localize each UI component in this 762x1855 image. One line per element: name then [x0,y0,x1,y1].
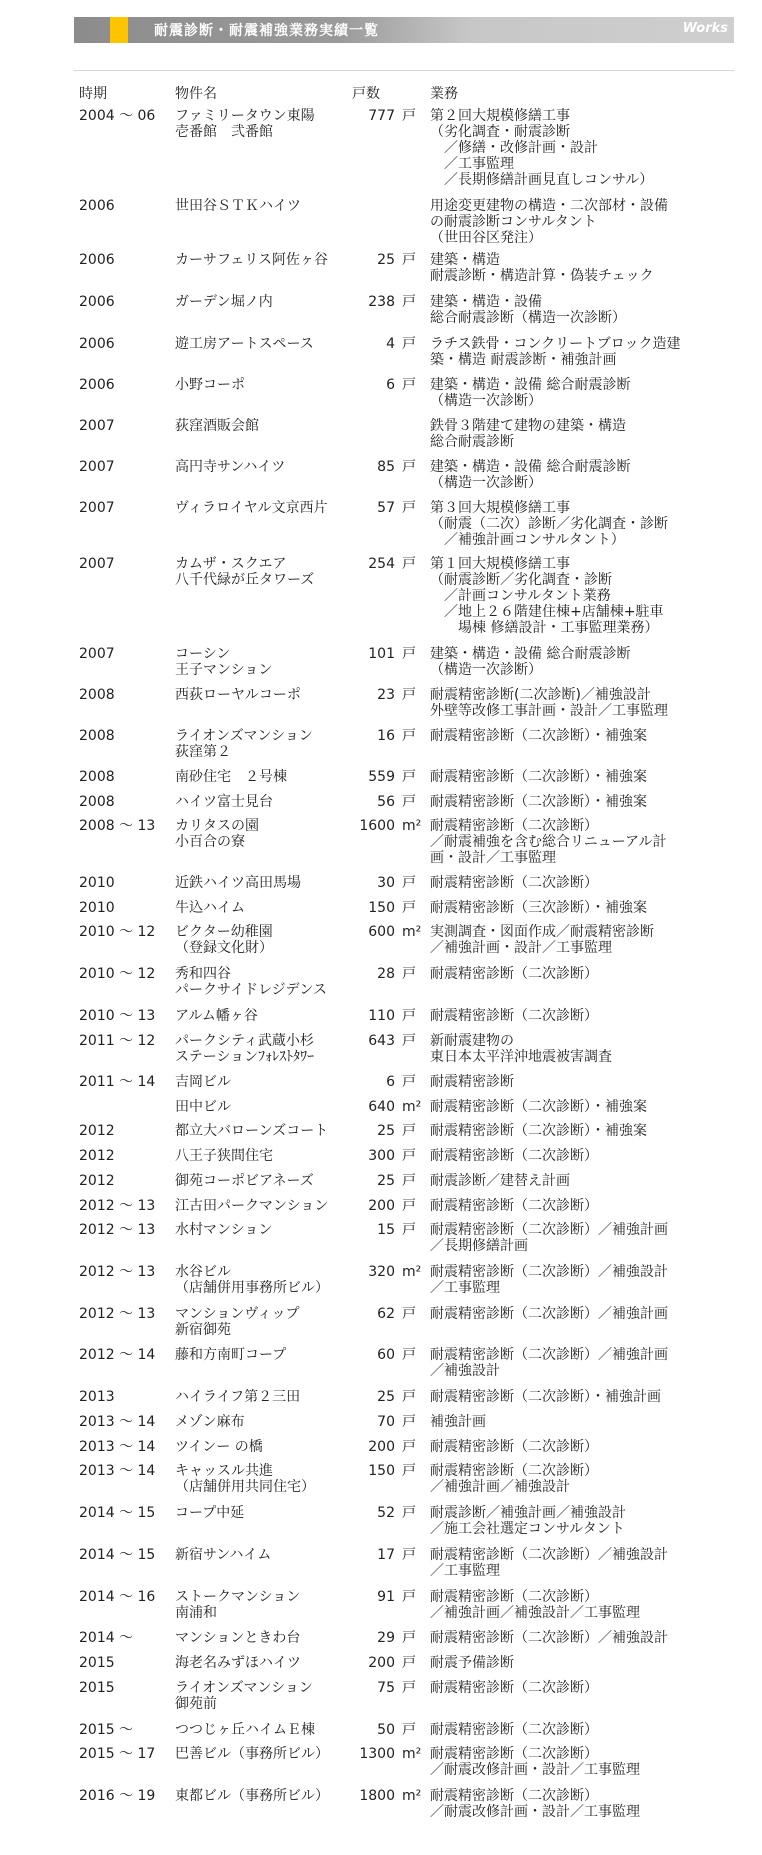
property-name: 壱番館 弐番館 [175,124,273,140]
work-description: 建築・構造・設備 総合耐震診断 [430,646,631,662]
period-cell: 2008 [79,794,115,810]
work-description: 耐震精密診断（二次診断） [430,966,598,982]
property-name: ファミリータウン東陽 [175,108,315,124]
work-description: 耐震診断／補強計画／補強設計 [430,1505,626,1521]
property-name: 巴善ビル（事務所ビル） [175,1746,329,1762]
property-name: ビクター幼稚園 [175,924,273,940]
unit-count: 110 [368,1008,395,1024]
unit-label: 戸 [402,728,416,744]
property-name: ステーションﾌｫﾚｽﾄﾀﾜｰ [175,1049,315,1065]
work-description: ／耐震改修計画・設計／工事監理 [430,1804,640,1820]
work-description: 耐震精密診断(二次診断)／補強設計 [430,687,651,703]
property-name: パークサイドレジデンス [175,982,327,998]
period-cell: 2007 [79,556,115,572]
period-cell: 2014 ～ [79,1630,134,1646]
period-cell: 2012 ～ 13 [79,1198,156,1214]
unit-label: 戸 [402,1547,416,1563]
unit-count: 25 [377,1389,395,1405]
unit-label: 戸 [402,556,416,572]
unit-label: 戸 [402,646,416,662]
unit-label: 戸 [402,252,416,268]
unit-count: 56 [377,794,395,810]
period-cell: 2013 [79,1389,115,1405]
unit-count: 15 [377,1222,395,1238]
work-description: ／計画コンサルタント業務 [430,588,611,604]
property-name: 江古田パークマンション [175,1198,329,1214]
period-cell: 2012 ～ 14 [79,1347,156,1363]
unit-label: 戸 [402,1463,416,1479]
period-cell: 2012 ～ 13 [79,1306,156,1322]
period-cell: 2006 [79,336,115,352]
property-name: カリタスの園 [175,818,259,834]
property-name: 八王子狭間住宅 [175,1148,273,1164]
work-description: 場棟 修繕設計・工事監理業務） [430,620,659,636]
property-name: ヴィラロイヤル文京西片 [175,500,328,516]
work-description: 耐震精密診断（二次診断）／補強計画 [430,1347,668,1363]
period-cell: 2006 [79,198,115,214]
property-name: ライオンズマンション [175,728,313,744]
property-name: 南浦和 [175,1605,217,1621]
property-name: 水谷ビル [175,1264,231,1280]
period-cell: 2008 ～ 13 [79,818,156,834]
property-name: カムザ・スクエア [175,556,287,572]
work-description: 東日本太平洋沖地震被害調査 [430,1049,612,1065]
unit-count: 1600 [359,818,395,834]
work-description: ／地上２６階建住棟+店舗棟+駐車 [430,604,664,620]
unit-label: 戸 [402,377,416,393]
work-description: 耐震精密診断（二次診断）・補強計画 [430,1389,661,1405]
work-description: 外壁等改修工事計画・設計／工事監理 [430,703,668,719]
property-name: 八千代緑が丘タワーズ [175,572,315,588]
unit-count: 25 [377,252,395,268]
period-cell: 2012 ～ 13 [79,1222,156,1238]
unit-count: 16 [377,728,395,744]
section-header [74,17,734,43]
unit-count: 643 [368,1033,395,1049]
work-description: （耐震診断／劣化調査・診断 [430,572,612,588]
work-description: 耐震精密診断（二次診断）／補強計画 [430,1222,668,1238]
property-name: 御苑コーポビアネーズ [175,1173,314,1189]
property-name: 小百合の寮 [175,834,245,850]
work-description: ／工事監理 [430,156,514,172]
period-cell: 2011 ～ 12 [79,1033,156,1049]
work-description: 耐震精密診断（二次診断） [430,1148,598,1164]
work-description: ／耐震補強を含む総合リニューアル計 [430,834,667,850]
period-cell: 2010 [79,900,115,916]
work-description: ／補強計画・設計／工事監理 [430,940,612,956]
unit-label: 戸 [402,1414,416,1430]
unit-label: 戸 [402,1589,416,1605]
col-header-period: 時期 [79,86,107,102]
work-description: 耐震精密診断（二次診断）・補強案 [430,1099,647,1115]
unit-label: 戸 [402,900,416,916]
work-description: 新耐震建物の [430,1033,514,1049]
unit-label: m² [402,818,422,834]
period-cell: 2006 [79,377,115,393]
unit-label: m² [402,1264,422,1280]
property-name: 水村マンション [175,1222,273,1238]
period-cell: 2006 [79,294,115,310]
unit-count: 30 [377,875,395,891]
works-tag: Works [682,21,728,36]
col-header-units: 戸数 [352,86,380,102]
property-name: 南砂住宅 ２号棟 [175,769,287,785]
unit-label: 戸 [402,966,416,982]
unit-label: 戸 [402,794,416,810]
property-name: 御苑前 [175,1696,217,1712]
work-description: ／補強計画コンサルタント） [430,532,625,548]
work-description: 画・設計／工事監理 [430,850,556,866]
unit-label: 戸 [402,108,416,124]
work-description: 耐震精密診断（二次診断）・補強案 [430,728,647,744]
unit-count: 25 [377,1173,395,1189]
work-description: （世田谷区発注） [430,230,542,246]
work-description: 耐震精密診断（二次診断）・補強案 [430,1123,647,1139]
unit-count: 200 [368,1198,395,1214]
work-description: （構造一次診断） [430,475,542,491]
period-cell: 2011 ～ 14 [79,1074,156,1090]
unit-label: 戸 [402,1198,416,1214]
unit-count: 238 [368,294,395,310]
period-cell: 2007 [79,459,115,475]
property-name: 荻窪第２ [175,744,231,760]
unit-count: 1800 [359,1788,395,1804]
work-description: ／補強計画／補強設計／工事監理 [430,1605,640,1621]
work-description: 建築・構造 [430,252,500,268]
work-description: ／修繕・改修計画・設計 [430,140,598,156]
property-name: ツインー の橋 [175,1439,263,1455]
property-name: 東都ビル（事務所ビル） [175,1788,329,1804]
property-name: マンションヴィップ [175,1306,300,1322]
period-cell: 2004 ～ 06 [79,108,156,124]
page-title: 耐震診断・耐震補強業務実績一覧 [154,23,379,39]
work-description: ／工事監理 [430,1280,500,1296]
unit-label: 戸 [402,875,416,891]
property-name: アルム幡ヶ谷 [175,1008,258,1024]
unit-label: 戸 [402,1008,416,1024]
unit-count: 29 [377,1630,395,1646]
period-cell: 2014 ～ 15 [79,1505,156,1521]
unit-label: 戸 [402,459,416,475]
period-cell: 2013 ～ 14 [79,1463,156,1479]
work-description: ／耐震改修計画・設計／工事監理 [430,1762,640,1778]
property-name: 王子マンション [175,662,273,678]
unit-count: 559 [368,769,395,785]
unit-label: 戸 [402,769,416,785]
period-cell: 2006 [79,252,115,268]
period-cell: 2015 [79,1655,115,1671]
period-cell: 2012 [79,1173,115,1189]
property-name: 吉岡ビル [175,1074,231,1090]
work-description: 耐震予備診断 [430,1655,514,1671]
work-description: 総合耐震診断 [430,434,514,450]
unit-count: 75 [377,1680,395,1696]
unit-count: 320 [368,1264,395,1280]
work-description: 築・構造 耐震診断・補強計画 [430,352,617,368]
unit-label: 戸 [402,500,416,516]
unit-count: 23 [377,687,395,703]
unit-count: 150 [368,1463,395,1479]
work-description: 建築・構造・設備 総合耐震診断 [430,377,631,393]
unit-label: 戸 [402,1148,416,1164]
period-cell: 2008 [79,687,115,703]
work-description: の耐震診断コンサルタント [430,214,597,230]
work-description: 耐震精密診断（二次診断） [430,1198,598,1214]
work-description: ／長期修繕計画見直しコンサル） [430,172,654,188]
unit-count: 85 [377,459,395,475]
unit-label: 戸 [402,336,416,352]
work-description: 耐震精密診断（二次診断） [430,1722,598,1738]
work-description: 耐震精密診断（二次診断）／補強計画 [430,1306,668,1322]
period-cell: 2007 [79,646,115,662]
unit-label: m² [402,1099,422,1115]
work-description: 耐震精密診断（二次診断）／補強設計 [430,1630,668,1646]
work-description: 耐震診断・構造計算・偽装チェック [430,268,654,284]
period-cell: 2012 ～ 13 [79,1264,156,1280]
work-description: （構造一次診断） [430,393,542,409]
divider [74,70,734,71]
work-description: 耐震精密診断（二次診断） [430,1589,598,1605]
unit-label: 戸 [402,1123,416,1139]
period-cell: 2008 [79,728,115,744]
period-cell: 2012 [79,1148,115,1164]
property-name: ハイツ富士見台 [175,794,273,810]
period-cell: 2015 [79,1680,115,1696]
unit-count: 25 [377,1123,395,1139]
work-description: （構造一次診断） [430,662,542,678]
unit-label: 戸 [402,1222,416,1238]
period-cell: 2010 ～ 13 [79,1008,156,1024]
work-description: 用途変更建物の構造・二次部材・設備 [430,198,668,214]
property-name: コーシン [175,646,231,662]
period-cell: 2014 ～ 16 [79,1589,156,1605]
work-description: 第３回大規模修繕工事 [430,500,570,516]
unit-label: 戸 [402,1439,416,1455]
period-cell: 2007 [79,500,115,516]
work-description: ／施工会社選定コンサルタント [430,1521,625,1537]
period-cell: 2007 [79,418,115,434]
property-name: つつじヶ丘ハイムＥ棟 [175,1722,315,1738]
work-description: 建築・構造・設備 [430,294,542,310]
period-cell: 2015 ～ [79,1722,134,1738]
property-name: 近鉄ハイツ高田馬場 [175,875,301,891]
property-name: 新宿サンハイム [175,1547,272,1563]
unit-count: 101 [368,646,395,662]
property-name: ハイライフ第２三田 [175,1389,301,1405]
unit-count: 28 [377,966,395,982]
unit-count: 60 [377,1347,395,1363]
work-description: 耐震精密診断（二次診断）・補強案 [430,794,647,810]
work-description: 耐震精密診断（二次診断） [430,1439,598,1455]
unit-count: 91 [377,1589,395,1605]
period-cell: 2010 [79,875,115,891]
work-description: 第１回大規模修繕工事 [430,556,570,572]
period-cell: 2013 ～ 14 [79,1439,156,1455]
period-cell: 2010 ～ 12 [79,966,156,982]
work-description: 耐震精密診断（二次診断） [430,1008,598,1024]
property-name: 小野コーポ [175,377,245,393]
period-cell: 2008 [79,769,115,785]
property-name: 都立大バローンズコート [175,1123,329,1139]
unit-label: m² [402,924,422,940]
work-description: 補強計画 [430,1414,486,1430]
unit-label: 戸 [402,1033,416,1049]
property-name: （店舗併用共同住宅） [175,1479,315,1495]
work-description: 耐震精密診断（二次診断） [430,1680,598,1696]
work-description: ／工事監理 [430,1563,500,1579]
col-header-name: 物件名 [175,86,217,102]
property-name: パークシティ武蔵小杉 [175,1033,314,1049]
unit-count: 17 [377,1547,395,1563]
unit-label: 戸 [402,1347,416,1363]
unit-count: 1300 [359,1746,395,1762]
unit-label: m² [402,1746,422,1762]
unit-count: 62 [377,1306,395,1322]
unit-label: 戸 [402,687,416,703]
work-description: ラチス鉄骨・コンクリートブロック造建 [430,336,681,352]
unit-count: 57 [377,500,395,516]
unit-count: 50 [377,1722,395,1738]
unit-label: 戸 [402,1655,416,1671]
property-name: ガーデン堀ノ内 [175,294,273,310]
unit-label: m² [402,1788,422,1804]
unit-count: 4 [386,336,395,352]
work-description: 実測調査・図面作成／耐震精密診断 [430,924,654,940]
unit-count: 300 [368,1148,395,1164]
period-cell: 2010 ～ 12 [79,924,156,940]
unit-label: 戸 [402,1630,416,1646]
property-name: マンションときわ台 [175,1630,301,1646]
work-description: ／長期修繕計画 [430,1238,528,1254]
property-name: 高円寺サンハイツ [175,459,286,475]
unit-label: 戸 [402,1173,416,1189]
property-name: 荻窪酒販会館 [175,418,259,434]
property-name: （店舗併用事務所ビル） [175,1280,329,1296]
property-name: 藤和方南町コープ [175,1347,287,1363]
work-description: 耐震精密診断（二次診断） [430,1788,598,1804]
unit-count: 150 [368,900,395,916]
unit-count: 6 [386,377,395,393]
unit-count: 200 [368,1439,395,1455]
unit-count: 254 [368,556,395,572]
work-description: 第２回大規模修繕工事 [430,108,570,124]
work-description: （劣化調査・耐震診断 [430,124,570,140]
property-name: ストークマンション [175,1589,301,1605]
property-name: 新宿御苑 [175,1322,231,1338]
work-description: 耐震精密診断 [430,1074,514,1090]
period-cell: 2013 ～ 14 [79,1414,156,1430]
unit-label: 戸 [402,1389,416,1405]
period-cell: 2014 ～ 15 [79,1547,156,1563]
period-cell: 2016 ～ 19 [79,1788,156,1804]
work-description: 耐震精密診断（二次診断）／補強設計 [430,1264,668,1280]
period-cell: 2012 [79,1123,115,1139]
work-description: ／補強計画／補強設計 [430,1479,570,1495]
unit-count: 777 [368,108,395,124]
unit-label: 戸 [402,1505,416,1521]
work-description: 鉄骨３階建て建物の建築・構造 [430,418,626,434]
unit-label: 戸 [402,1074,416,1090]
work-description: 耐震精密診断（三次診断）・補強案 [430,900,647,916]
work-description: 耐震精密診断（二次診断） [430,1746,598,1762]
work-description: 耐震精密診断（二次診断） [430,875,598,891]
period-cell: 2015 ～ 17 [79,1746,156,1762]
unit-label: 戸 [402,1680,416,1696]
property-name: （登録文化財） [175,940,273,956]
property-name: 西荻ローヤルコーポ [175,687,301,703]
property-name: キャッスル共進 [175,1463,273,1479]
property-name: 田中ビル [175,1099,231,1115]
property-name: コープ中延 [175,1505,245,1521]
property-name: 世田谷ＳＴＫハイツ [175,198,301,214]
work-description: 耐震精密診断（二次診断） [430,818,598,834]
unit-label: 戸 [402,294,416,310]
col-header-work: 業務 [430,86,458,102]
work-description: ／補強設計 [430,1363,500,1379]
property-name: 海老名みずほハイツ [175,1655,301,1671]
unit-count: 52 [377,1505,395,1521]
property-name: ライオンズマンション [175,1680,313,1696]
unit-label: 戸 [402,1722,416,1738]
work-description: 建築・構造・設備 総合耐震診断 [430,459,631,475]
header-accent [110,17,128,43]
property-name: メゾン麻布 [175,1414,245,1430]
unit-count: 70 [377,1414,395,1430]
work-description: 耐震精密診断（二次診断） [430,1463,598,1479]
work-description: （耐震（二次）診断／劣化調査・診断 [430,516,668,532]
unit-count: 6 [386,1074,395,1090]
property-name: 秀和四谷 [175,966,231,982]
work-description: 耐震診断／建替え計画 [430,1173,570,1189]
work-description: 耐震精密診断（二次診断）／補強設計 [430,1547,668,1563]
unit-count: 640 [368,1099,395,1115]
unit-count: 200 [368,1655,395,1671]
property-name: 牛込ハイム [175,900,245,916]
property-name: カーサフェリス阿佐ヶ谷 [175,252,329,268]
unit-count: 600 [368,924,395,940]
work-description: 耐震精密診断（二次診断）・補強案 [430,769,647,785]
property-name: 遊工房アートスペース [175,336,314,352]
work-description: 総合耐震診断（構造一次診断） [430,310,626,326]
unit-label: 戸 [402,1306,416,1322]
